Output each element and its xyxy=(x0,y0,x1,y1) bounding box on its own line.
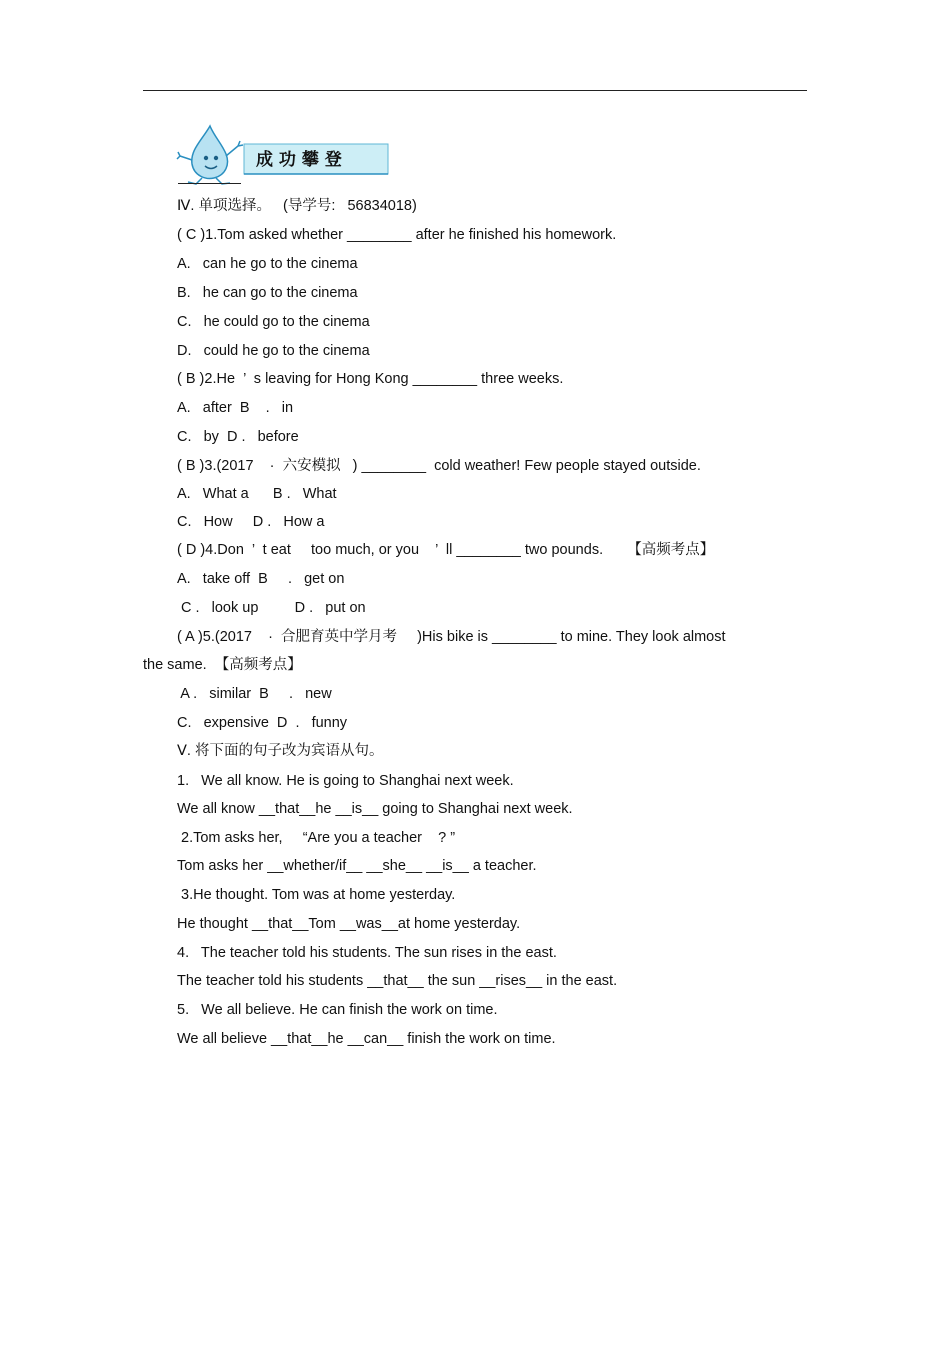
banner-underline xyxy=(178,183,241,184)
sentence-3-answer: He thought __that__Tom __was__at home yesterday. xyxy=(177,916,521,932)
sentence-2-answer: Tom asks her __whether/if__ __she__ __is__ a teacher. xyxy=(177,858,537,874)
sentence-3-question: 3.He thought. Tom was at home yesterday. xyxy=(177,887,456,903)
section5-heading: Ⅴ. 将下面的句子改为宾语从句。 xyxy=(177,743,384,759)
section4-heading: Ⅳ. 单项选择。 (导学号: 56834018) xyxy=(177,198,417,214)
sentence-1-question: 1. We all know. He is going to Shanghai next week. xyxy=(177,773,514,789)
question-1-option-c: C. he could go to the cinema xyxy=(177,314,370,330)
question-3-stem: ( B )3.(2017 · 六安模拟 ) ________ cold weather! Few people stayed outside. xyxy=(177,458,701,474)
question-4-options-ab: A. take off B . get on xyxy=(177,571,345,587)
section-banner xyxy=(176,122,391,186)
question-2-stem: ( B )2.He ’ s leaving for Hong Kong ________ three weeks. xyxy=(177,371,564,387)
question-5-options-ab: A . similar B . new xyxy=(177,686,332,702)
question-4-options-cd: C . look up D . put on xyxy=(177,600,366,616)
question-3-options-cd: C. How D . How a xyxy=(177,514,325,530)
question-5-options-cd: C. expensive D . funny xyxy=(177,715,348,731)
question-5-stem: ( A )5.(2017 · 合肥育英中学月考 )His bike is ________ to mine. They look almost xyxy=(177,629,726,645)
sentence-5-answer: We all believe __that__he __can__ finish the work on time. xyxy=(177,1031,556,1047)
question-1-stem: ( C )1.Tom asked whether ________ after he finished his homework. xyxy=(177,227,617,243)
question-4-stem: ( D )4.Don ’ t eat too much, or you ’ ll ________ two pounds. 【高频考点】 xyxy=(177,542,715,558)
banner-title: 成 功 攀 登 xyxy=(256,150,342,170)
sentence-1-answer: We all know __that__he __is__ going to Shanghai next week. xyxy=(177,801,573,817)
question-3-options-ab: A. What a B . What xyxy=(177,486,337,502)
sentence-5-question: 5. We all believe. He can finish the work on time. xyxy=(177,1002,498,1018)
question-2-options-cd: C. by D . before xyxy=(177,429,299,445)
question-2-options-ab: A. after B . in xyxy=(177,400,294,416)
water-drop-mascot-icon xyxy=(177,126,243,184)
sentence-2-question: 2.Tom asks her, “Are you a teacher ? ” xyxy=(177,830,456,846)
sentence-4-question: 4. The teacher told his students. The sun rises in the east. xyxy=(177,945,557,961)
question-1-option-a: A. can he go to the cinema xyxy=(177,256,358,272)
header-rule xyxy=(143,90,807,91)
question-1-option-b: B. he can go to the cinema xyxy=(177,285,358,301)
question-1-option-d: D. could he go to the cinema xyxy=(177,343,370,359)
question-5-stem-continued: the same. 【高频考点】 xyxy=(143,657,302,673)
sentence-4-answer: The teacher told his students __that__ the sun __rises__ in the east. xyxy=(177,973,618,989)
